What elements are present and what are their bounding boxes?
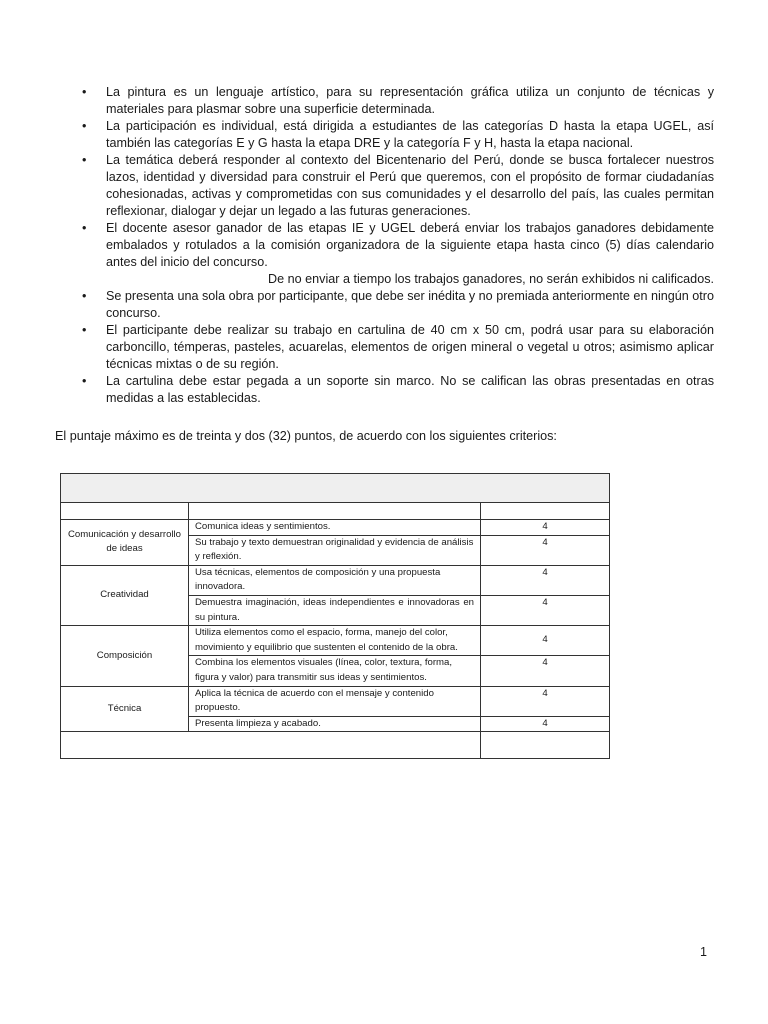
bullet-icon: •: [82, 119, 87, 133]
header-cell: [481, 503, 610, 520]
rule-text: La temática deberá responder al contexto del Bicentenario del Perú, donde se busca fortalecer nuestros lazos, identidad y diversidad para construir el Perú que queremos, con el propósito de formar ciudadanías cohesionadas, activas y comprometidas con sus comunidades y el desarrollo del país, las cuales permitan reflexionar, dialogar y dejar un legado a las futuras generaciones.: [106, 153, 714, 218]
bullet-icon: •: [82, 153, 87, 167]
criterion-cell: Demuestra imaginación, ideas independientes e innovadoras en su pintura.: [189, 595, 481, 625]
page-number: 1: [700, 945, 708, 959]
rule-item: [80, 322, 714, 373]
points-cell: 4: [481, 626, 610, 656]
rule-text: El participante debe realizar su trabajo en cartulina de 40 cm x 50 cm, podrá usar para su elaboración carboncillo, témperas, pasteles, acuarelas, elementos de origen mineral o vegetal u otros; asimismo aplicar técnicas mixtas o de su región.: [106, 323, 714, 371]
table-header-row: [61, 503, 610, 520]
rule-note: De no enviar a tiempo los trabajos ganadores, no serán exhibidos ni calificados.: [268, 272, 714, 286]
criterion-cell: Aplica la técnica de acuerdo con el mensaje y contenido propuesto.: [189, 686, 481, 716]
rule-text: La pintura es un lenguaje artístico, para su representación gráfica utiliza un conjunto de técnicas y materiales para plasmar sobre una superficie determinada.: [106, 85, 714, 116]
scoring-intro: El puntaje máximo es de treinta y dos (32) puntos, de acuerdo con los siguientes criterios:: [55, 429, 557, 443]
criteria-table: [60, 473, 610, 759]
points-cell: 4: [481, 716, 610, 732]
table-title-cell: [61, 474, 610, 503]
table-row: [61, 520, 610, 536]
category-cell: Técnica: [61, 686, 189, 732]
rules-list: [80, 84, 714, 407]
criterion-cell: Comunica ideas y sentimientos.: [189, 520, 481, 536]
rule-item: [80, 84, 714, 118]
criterion-cell: Utiliza elementos como el espacio, forma, manejo del color, movimiento y equilibrio que sustenten el contenido de la obra.: [189, 626, 481, 656]
points-cell: 4: [481, 535, 610, 565]
header-cell: [189, 503, 481, 520]
criterion-cell: Usa técnicas, elementos de composición y una propuesta innovadora.: [189, 565, 481, 595]
points-cell: 4: [481, 595, 610, 625]
bullet-icon: •: [82, 374, 87, 388]
bullet-icon: •: [82, 289, 87, 303]
rule-item: [80, 220, 714, 288]
total-label-cell: [61, 732, 481, 759]
points-cell: 4: [481, 656, 610, 686]
rule-item: [80, 288, 714, 322]
points-cell: 4: [481, 686, 610, 716]
table-row: [61, 626, 610, 656]
rule-text: La cartulina debe estar pegada a un soporte sin marco. No se califican las obras presentadas en otras medidas a las establecidas.: [106, 374, 714, 405]
rule-text: La participación es individual, está dirigida a estudiantes de las categorías D hasta la etapa UGEL, así también las categorías E y G hasta la etapa DRE y la categoría F y H, hasta la etapa nacional.: [106, 119, 714, 150]
points-cell: 4: [481, 520, 610, 536]
bullet-icon: •: [82, 221, 87, 235]
table-row: [61, 686, 610, 716]
rule-item: [80, 118, 714, 152]
bullet-icon: •: [82, 85, 87, 99]
bullet-icon: •: [82, 323, 87, 337]
rule-text: Se presenta una sola obra por participante, que debe ser inédita y no premiada anteriormente en ningún otro concurso.: [106, 289, 714, 320]
header-cell: [61, 503, 189, 520]
rule-item: [80, 152, 714, 220]
total-value-cell: [481, 732, 610, 759]
rule-text: El docente asesor ganador de las etapas IE y UGEL deberá enviar los trabajos ganadores debidamente embalados y rotulados a la comisión organizadora de la siguiente etapa hasta cinco (5) días calendario antes del inicio del concurso.: [106, 221, 714, 269]
criterion-cell: Combina los elementos visuales (línea, color, textura, forma, figura y valor) para transmitir sus ideas y sentimientos.: [189, 656, 481, 686]
points-cell: 4: [481, 565, 610, 595]
category-cell: Comunicación y desarrollo de ideas: [61, 520, 189, 566]
category-cell: Creatividad: [61, 565, 189, 625]
table-title-row: [61, 474, 610, 503]
table-total-row: [61, 732, 610, 759]
table-row: [61, 565, 610, 595]
rule-item: [80, 373, 714, 407]
criterion-cell: Presenta limpieza y acabado.: [189, 716, 481, 732]
category-cell: Composición: [61, 626, 189, 686]
criterion-cell: Su trabajo y texto demuestran originalidad y evidencia de análisis y reflexión.: [189, 535, 481, 565]
